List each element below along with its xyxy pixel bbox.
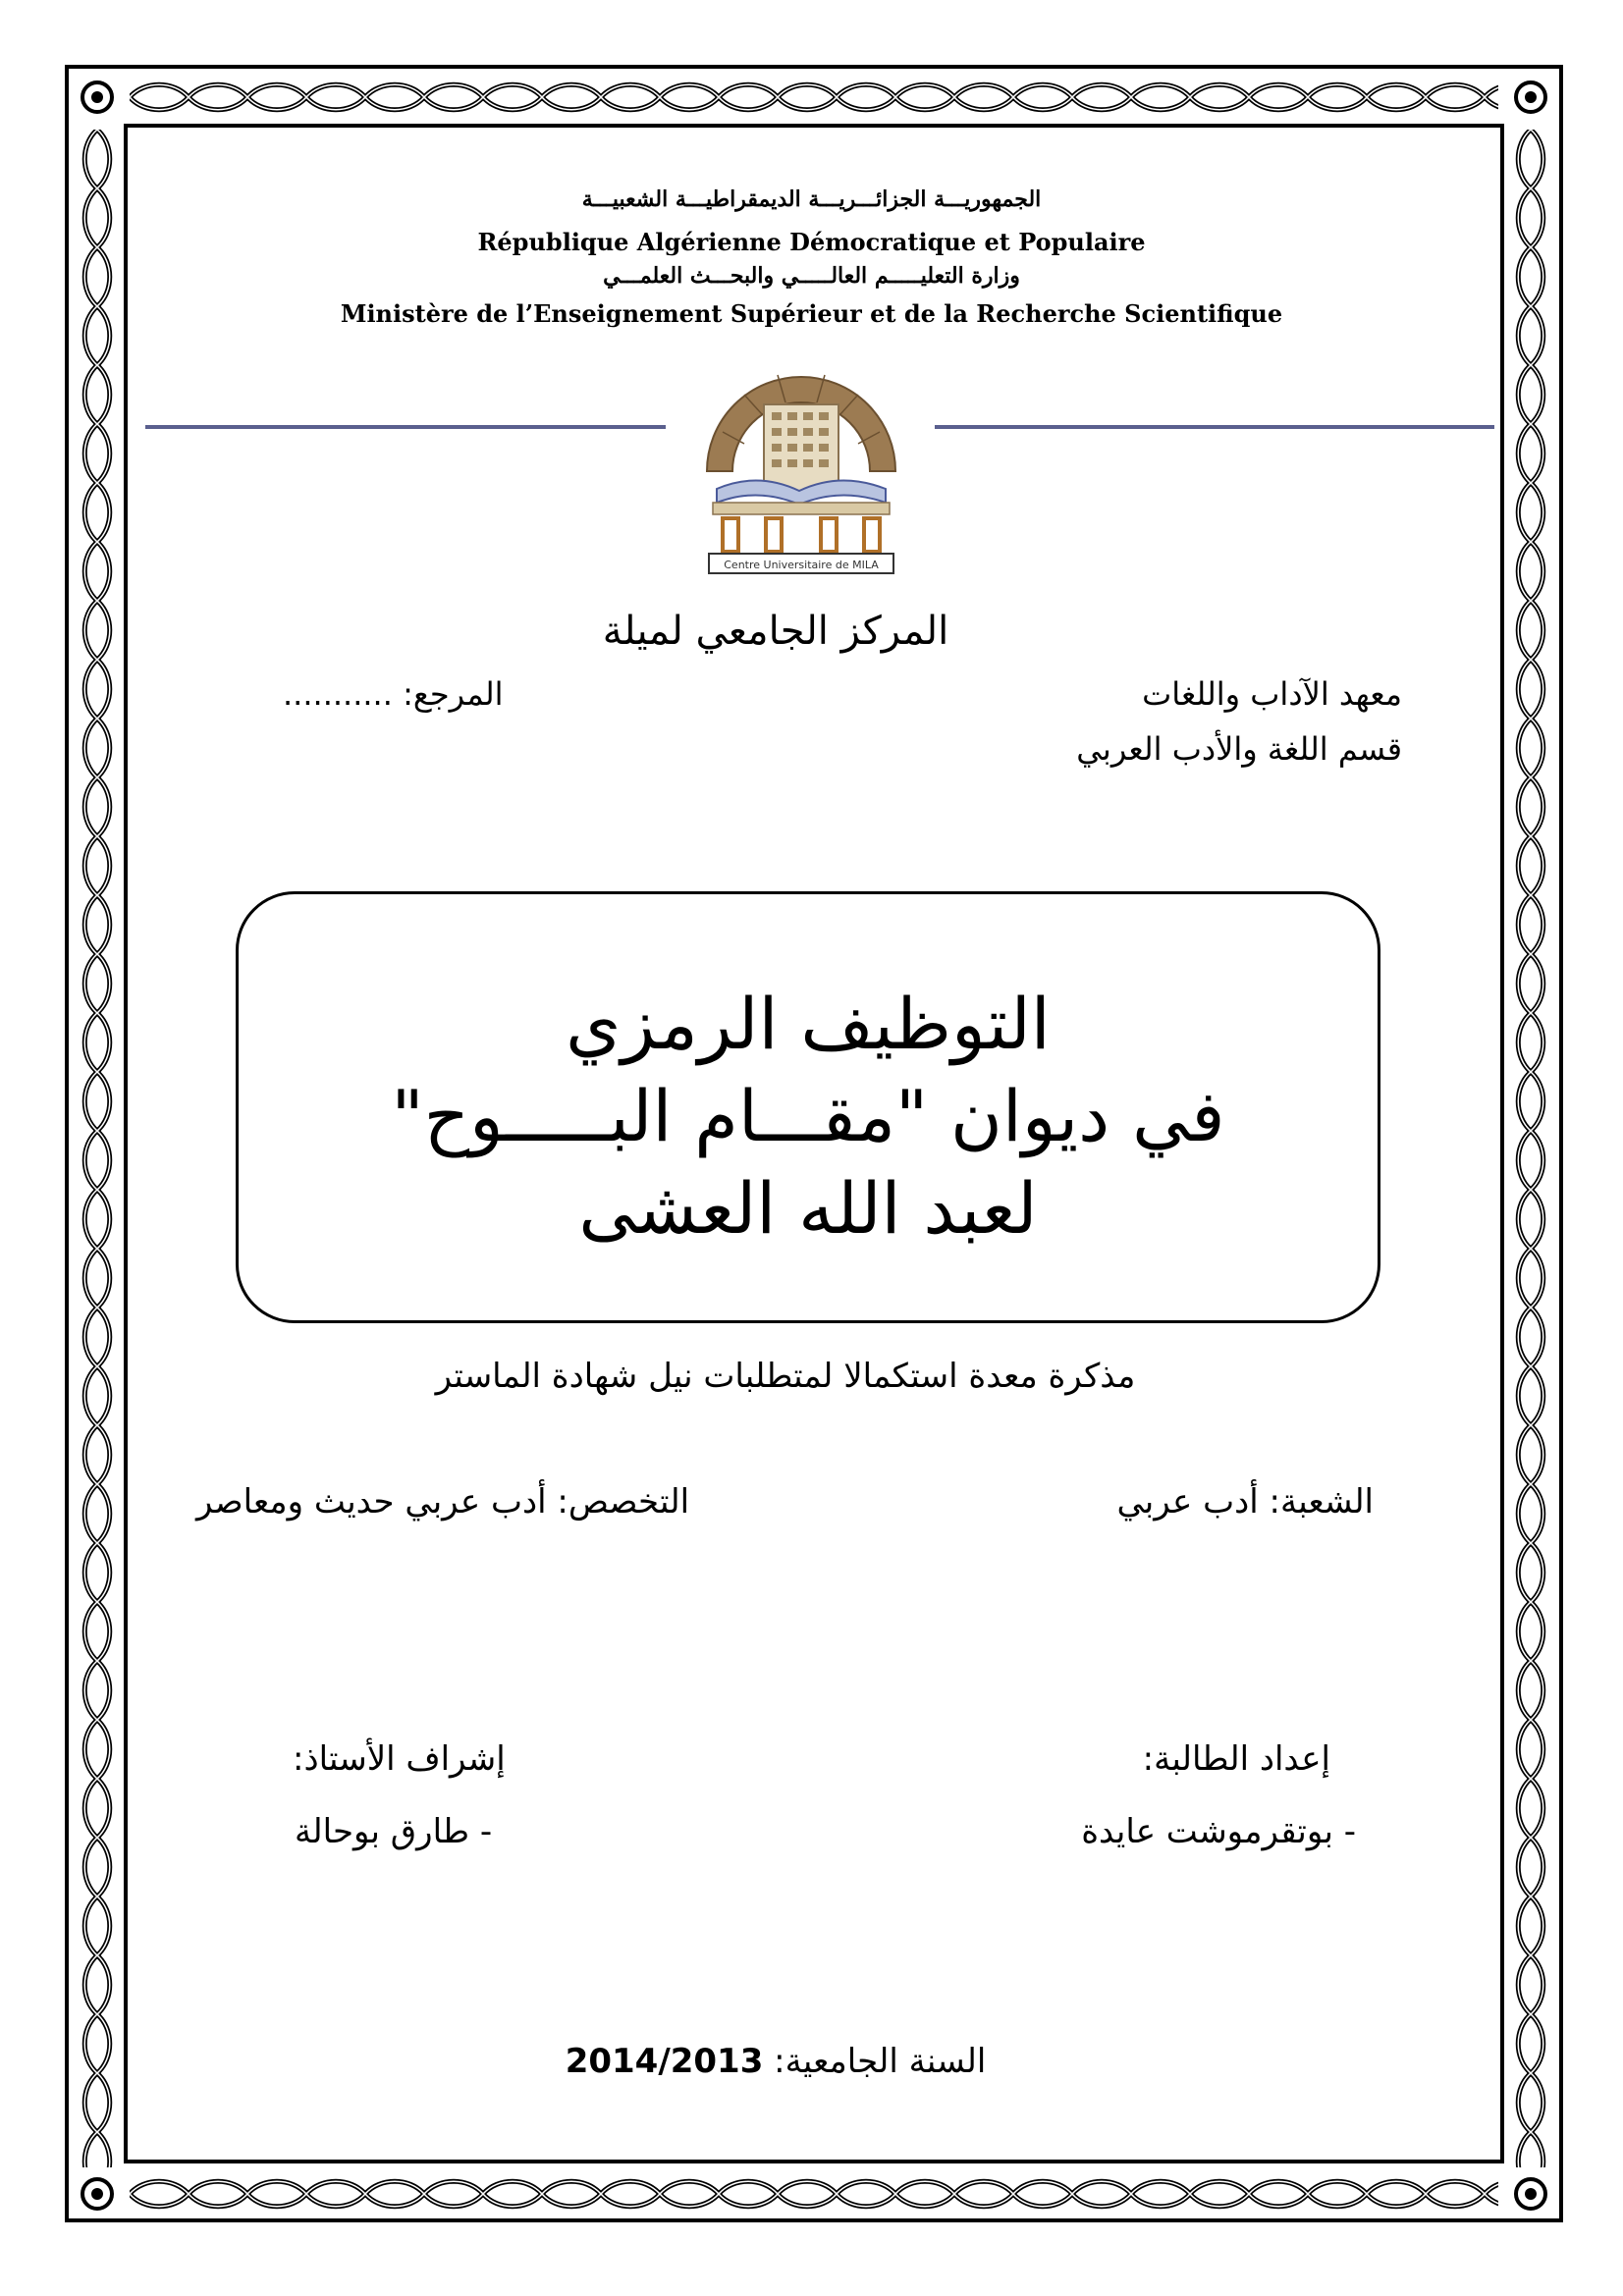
university-logo [693,353,909,579]
academic-year-label: السنة الجامعية: [763,2042,987,2081]
supervisor-name: - طارق بوحالة [295,1812,493,1851]
header-divider-right [935,425,1494,429]
border-pattern-left [77,130,118,2167]
republic-name-arabic: الجمهوريـــة الجزائـــريـــة الديمقراطيـــة الشعبيـــة [581,187,1042,212]
thesis-title-box [236,891,1380,1323]
border-corner-ornament [77,77,118,118]
institute-name: معهد الآداب واللغات [1142,675,1402,713]
academic-year [550,2042,1001,2081]
academic-year-value: 2014/2013 [565,2042,764,2081]
thesis-title-line-3: لعبد الله العشى [578,1167,1038,1250]
border-pattern-bottom [130,2173,1498,2215]
republic-name-french: République Algérienne Démocratique et Populaire [477,228,1146,256]
supervisor-label: إشراف الأستاذ: [293,1739,506,1779]
university-center-name: المركز الجامعي لميلة [602,609,949,654]
department-name: قسم اللغة والأدب العربي [1076,730,1402,768]
thesis-title-line-2: في ديوان "مقـــام البـــــوح" [391,1075,1225,1157]
student-label: إعداد الطالبة: [1142,1739,1330,1779]
border-corner-ornament [77,2173,118,2215]
branch-field: الشعبة: أدب عربي [1116,1482,1374,1522]
thesis-title-line-1: التوظيف الرمزي [566,983,1051,1065]
thesis-subtitle: مذكرة معدة استكمالا لمتطلبات نيل شهادة الماستر [435,1357,1136,1396]
logo-caption: Centre Universitaire de MILA [724,559,879,571]
student-name: - بوتقرموشت عايدة [1081,1812,1356,1851]
specialty-field: التخصص: أدب عربي حديث ومعاصر [196,1482,690,1522]
border-pattern-right [1510,130,1551,2167]
reference-number: المرجع: ........... [283,675,504,713]
ministry-name-arabic: وزارة التعليـــــم العالـــــي والبحـــث العلمـــي [603,263,1020,289]
header-divider-left [145,425,666,429]
border-corner-ornament [1510,77,1551,118]
border-pattern-top [130,77,1498,118]
border-corner-ornament [1510,2173,1551,2215]
ministry-name-french: Ministère de l’Enseignement Supérieur et de la Recherche Scientifique [340,299,1283,328]
